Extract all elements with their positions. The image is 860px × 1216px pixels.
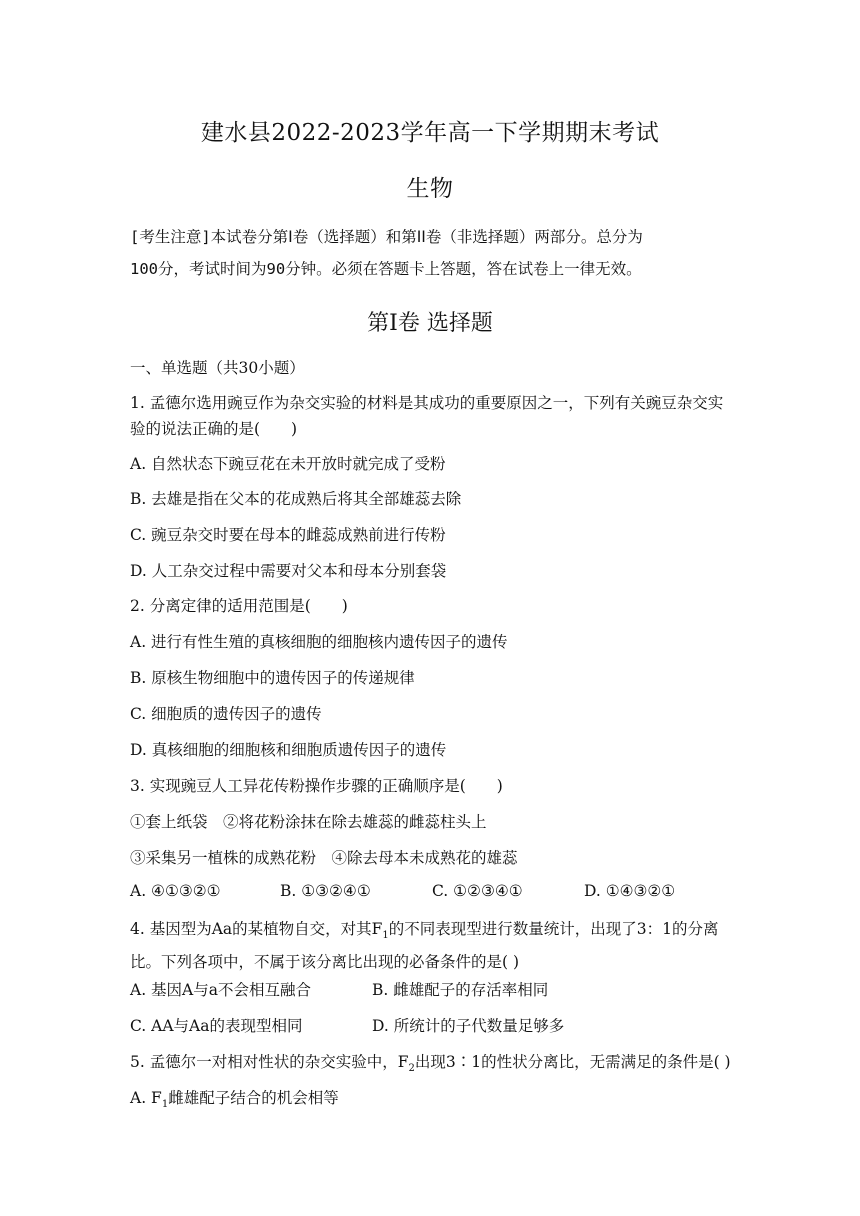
question-3-option-d: D. ①④③②① bbox=[584, 882, 676, 900]
question-1-option-c: C. 豌豆杂交时要在母本的雌蕊成熟前进行传粉 bbox=[130, 526, 446, 544]
question-3-steps-line-1: ①套上纸袋 ②将花粉涂抹在除去雄蕊的雌蕊柱头上 bbox=[130, 813, 487, 831]
question-5-option-a bbox=[130, 1086, 732, 1110]
question-4-stem-part-2: 的不同表现型进行数量统计，出现了3：1的分离比。下列各项中，不属于该分离比出现的必备条件的是( ) bbox=[130, 920, 719, 972]
exam-notice-line-1: [考生注意]本试卷分第Ⅰ卷（选择题）和第ⅠⅠ卷（非选择题）两部分。总分为 bbox=[130, 228, 643, 246]
question-3-option-c: C. ①②③④① bbox=[432, 882, 523, 900]
question-group-heading: 一、单选题（共30小题） bbox=[130, 359, 305, 377]
question-5-option-a-prefix: A. F bbox=[130, 1089, 162, 1107]
question-1-option-a: A. 自然状态下豌豆花在未开放时就完成了受粉 bbox=[130, 455, 446, 473]
question-3-stem: 3. 实现豌豆人工异花传粉操作步骤的正确顺序是( ) bbox=[130, 777, 503, 795]
question-5-stem-subscript: 2 bbox=[408, 1063, 415, 1075]
question-1-option-d: D. 人工杂交过程中需要对父本和母本分别套袋 bbox=[130, 562, 447, 580]
question-2-option-c: C. 细胞质的遗传因子的遗传 bbox=[130, 705, 322, 723]
question-3-option-a: A. ④①③②① bbox=[130, 882, 221, 900]
question-2-option-d: D. 真核细胞的细胞核和细胞质遗传因子的遗传 bbox=[130, 741, 447, 759]
question-5-stem-part-2: 出现3∶1的性状分离比，无需满足的条件是( ) bbox=[414, 1053, 731, 1071]
question-5-stem bbox=[130, 1050, 732, 1074]
question-3-option-b: B. ①③②④① bbox=[280, 882, 371, 900]
question-4-stem-subscript: 1 bbox=[382, 930, 389, 942]
question-4-option-b: B. 雌雄配子的存活率相同 bbox=[372, 981, 549, 999]
question-4-stem bbox=[130, 916, 732, 975]
question-5-stem-part-1: 5. 孟德尔一对相对性状的杂交实验中，F bbox=[130, 1053, 409, 1071]
exam-title: 建水县2022-2023学年高一下学期期末考试 bbox=[200, 120, 660, 146]
question-2-stem: 2. 分离定律的适用范围是( ) bbox=[130, 597, 348, 615]
section-title: 第Ⅰ卷 选择题 bbox=[367, 311, 493, 336]
subject-title: 生物 bbox=[406, 176, 454, 202]
question-4-stem-part-1: 4. 基因型为Aa的某植物自交，对其F bbox=[130, 920, 383, 938]
question-4-option-c: C. AA与Aa的表现型相同 bbox=[130, 1017, 303, 1035]
question-5-option-a-subscript: 1 bbox=[161, 1099, 169, 1111]
question-4-option-d: D. 所统计的子代数量足够多 bbox=[372, 1017, 565, 1035]
question-1-option-b: B. 去雄是指在父本的花成熟后将其全部雄蕊去除 bbox=[130, 490, 462, 508]
question-2-option-b: B. 原核生物细胞中的遗传因子的传递规律 bbox=[130, 669, 415, 687]
question-1-stem: 1. 孟德尔选用豌豆作为杂交实验的材料是其成功的重要原因之一，下列有关豌豆杂交实验的说法正确的是( ) bbox=[130, 394, 724, 438]
question-4-option-a: A. 基因A与a不会相互融合 bbox=[130, 981, 311, 999]
exam-notice-line-2: 100分，考试时间为90分钟。必须在答题卡上答题，答在试卷上一律无效。 bbox=[130, 260, 642, 278]
question-5-option-a-text: 雌雄配子结合的机会相等 bbox=[168, 1089, 339, 1107]
question-2-option-a: A. 进行有性生殖的真核细胞的细胞核内遗传因子的遗传 bbox=[130, 633, 508, 651]
question-3-steps-line-2: ③采集另一植株的成熟花粉 ④除去母本未成熟花的雄蕊 bbox=[130, 849, 518, 867]
